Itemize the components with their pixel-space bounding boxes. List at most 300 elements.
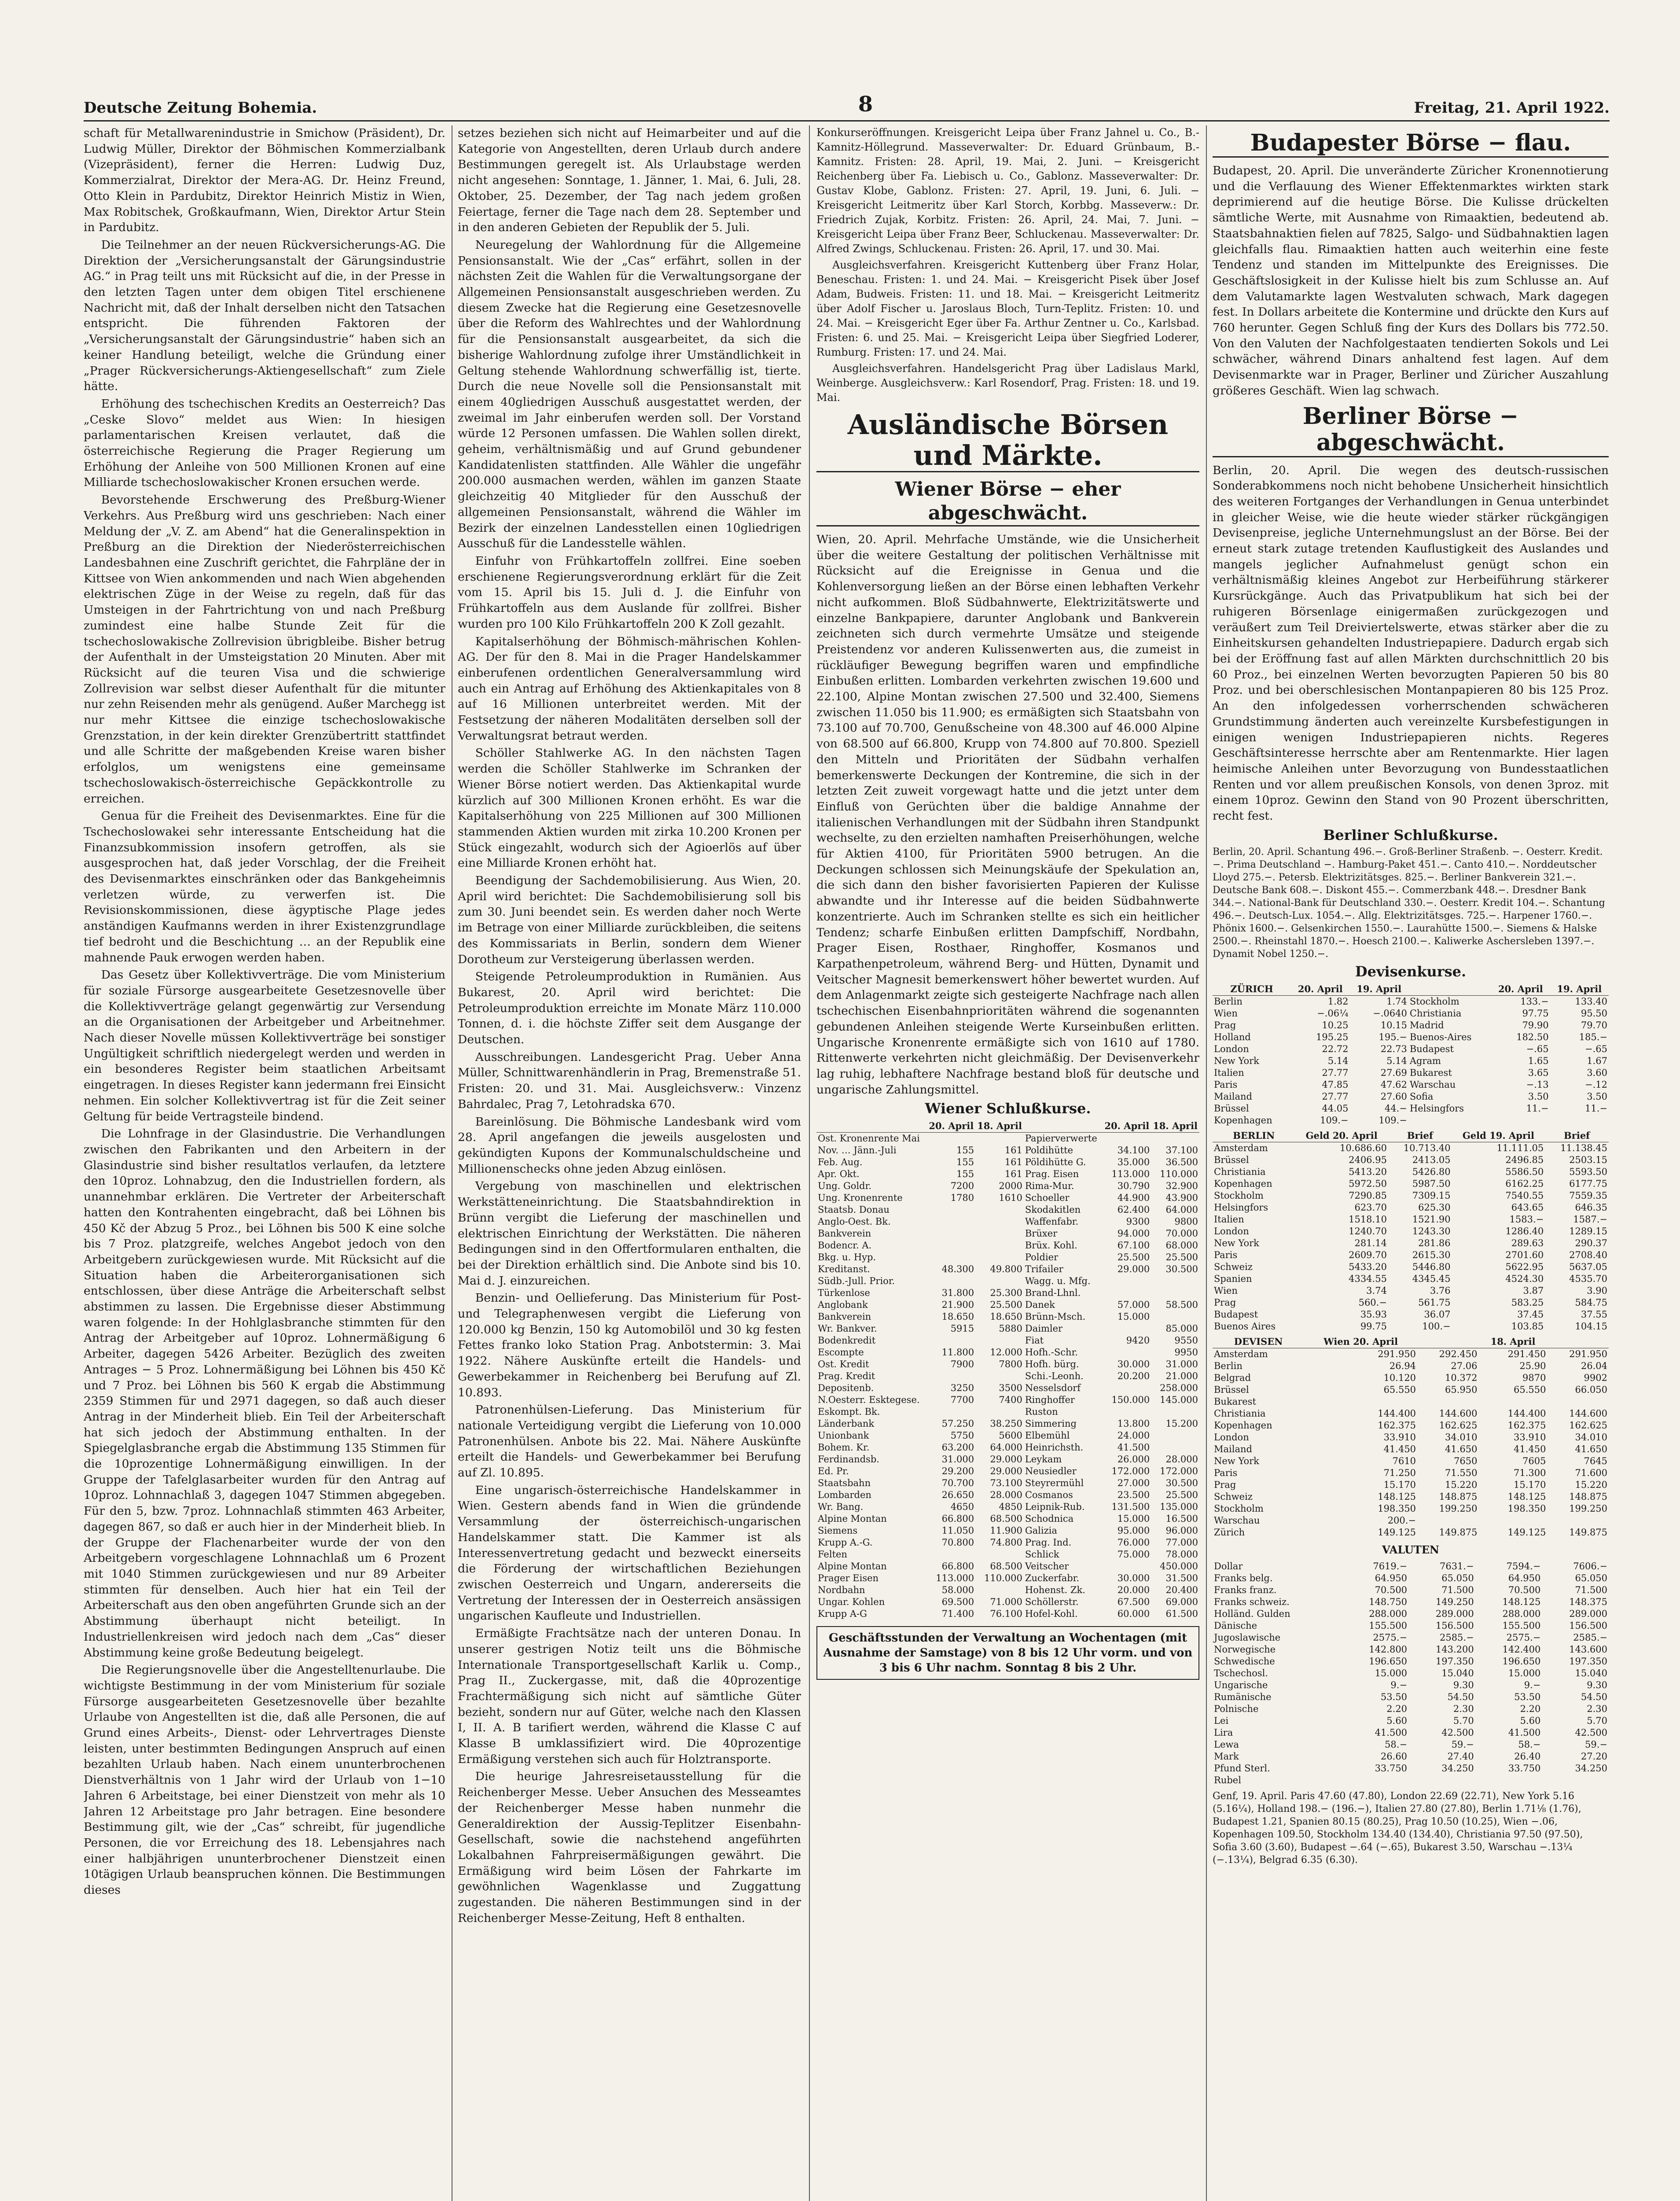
table-cell: 70.700 — [941, 1478, 974, 1489]
table-cell: 7290.85 — [1349, 1190, 1387, 1201]
table-cell — [1408, 1115, 1491, 1126]
table-row — [816, 1133, 1199, 1145]
table-row — [1213, 1321, 1609, 1332]
table-cell: 149.250 — [1435, 1596, 1474, 1607]
table-cell: Neusiedler — [1025, 1466, 1077, 1477]
table-row — [816, 1489, 1199, 1501]
table-cell: 68.000 — [1165, 1240, 1198, 1251]
table-row — [816, 1608, 1199, 1620]
table-cell: Depositenb. — [818, 1383, 874, 1394]
table-cell: 2701.60 — [1505, 1250, 1544, 1261]
table-cell: Madrid — [1409, 1020, 1444, 1031]
table-header-cell: Brief — [1388, 1129, 1452, 1142]
table-cell: 7200 — [950, 1181, 974, 1192]
table-cell: 9.− — [1390, 1679, 1408, 1690]
table-header-cell — [1408, 983, 1491, 996]
table-cell — [927, 1204, 975, 1216]
table-cell: Türkenlose — [818, 1288, 870, 1299]
table-cell — [1151, 1275, 1199, 1287]
table-row — [1213, 1249, 1609, 1261]
table-cell: 44.− — [1384, 1103, 1407, 1114]
table-cell — [927, 1133, 975, 1145]
table-cell: 59.− — [1451, 1739, 1474, 1750]
table-row — [816, 1204, 1199, 1216]
table-cell: Italien — [1214, 1214, 1244, 1225]
table-row — [816, 1251, 1199, 1263]
table-cell: Buenos-Aires — [1409, 1032, 1472, 1043]
table-cell: 41.450 — [1383, 1444, 1416, 1455]
table-cell: 25.500 — [990, 1299, 1022, 1310]
table-cell: Nov. … Jänn.-Juli — [818, 1145, 897, 1156]
table-cell — [927, 1240, 975, 1251]
table-cell: 149.875 — [1569, 1527, 1607, 1538]
table-cell: 3.50 — [1587, 1091, 1607, 1102]
table-cell: Christiania — [1409, 1008, 1462, 1019]
table-cell: 200.− — [1387, 1515, 1416, 1526]
table-cell: 25.300 — [990, 1288, 1022, 1299]
table-cell: 33.750 — [1375, 1763, 1408, 1774]
table-cell: 4850 — [999, 1502, 1022, 1513]
table-cell: 28.000 — [1165, 1454, 1198, 1465]
table-cell: 5.14 — [1327, 1056, 1349, 1067]
table-cell: Brüxer — [1025, 1228, 1058, 1239]
table-cell: Prager Eisen — [818, 1573, 879, 1584]
table-cell: 79.70 — [1581, 1020, 1607, 1031]
table-cell: 1.67 — [1587, 1056, 1607, 1067]
table-cell: Budapest — [1214, 1309, 1258, 1320]
table-row — [1213, 1166, 1609, 1178]
table-cell: 47.62 — [1380, 1079, 1407, 1090]
issue-date: Freitag, 21. April 1922. — [1414, 99, 1610, 117]
table-cell: 5637.05 — [1569, 1262, 1607, 1273]
table-cell: 1583.− — [1509, 1214, 1544, 1225]
table-cell: 5750 — [950, 1430, 974, 1441]
table-row — [1213, 1202, 1609, 1214]
table-cell — [1103, 1323, 1151, 1335]
table-cell: Nesselsdorf — [1025, 1383, 1081, 1394]
table-cell: Ringhoffer — [1025, 1395, 1075, 1406]
table-row — [1213, 1285, 1609, 1297]
table-cell: 2.30 — [1453, 1703, 1474, 1714]
table-row — [816, 1275, 1199, 1287]
table-cell: Lira — [1214, 1727, 1233, 1738]
table-cell — [1151, 1442, 1199, 1454]
table-cell: 67.100 — [1117, 1240, 1150, 1251]
table-cell: 7606.− — [1573, 1561, 1607, 1572]
table-row — [816, 1454, 1199, 1465]
table-cell: Apr. Okt. — [818, 1169, 860, 1180]
table-cell: 182.50 — [1516, 1032, 1549, 1043]
table-cell: 5880 — [999, 1323, 1022, 1334]
table-row — [816, 1299, 1199, 1311]
table-row — [816, 1156, 1199, 1168]
table-row — [1213, 1467, 1609, 1479]
table-cell: 7605 — [1522, 1456, 1546, 1467]
table-cell: 5915 — [950, 1323, 974, 1334]
table-cell: 29.000 — [990, 1454, 1022, 1465]
table-cell: Leykam — [1025, 1454, 1062, 1465]
table-cell: 27.40 — [1447, 1751, 1474, 1762]
berlin-devisen-table — [1213, 1129, 1609, 1332]
table-cell: 133.40 — [1575, 996, 1607, 1007]
table-row — [1213, 1491, 1609, 1503]
table-cell: 66.800 — [941, 1513, 974, 1524]
table-row — [1213, 1667, 1609, 1679]
table-cell: 3.90 — [1587, 1285, 1607, 1296]
table-cell: 70.800 — [941, 1537, 974, 1548]
table-cell: Ung. Kronenrente — [818, 1193, 903, 1204]
table-cell — [1103, 1561, 1151, 1572]
article-paragraph: Ausschreibungen. Landesgericht Prag. Ueber Anna Müller, Schnittwarenhändlerin in Prag, Bremenstraße 51. Fristen: 20. und 31. Mai. Ausgleichsverw.: Vinzenz Bahrdalec, Prag 7, Letohradska 670. — [458, 1050, 801, 1111]
table-row — [816, 1525, 1199, 1537]
table-cell: Holland — [1214, 1032, 1251, 1043]
table-header-cell — [1417, 1335, 1478, 1348]
table-cell: Mark — [1214, 1751, 1239, 1762]
table-cell: −.0640 — [1373, 1008, 1407, 1019]
table-row — [1213, 1360, 1609, 1372]
table-cell: Steyrermühl — [1025, 1478, 1084, 1489]
table-row — [1213, 1043, 1609, 1055]
table-cell: 22.72 — [1322, 1044, 1349, 1055]
table-row — [1213, 1584, 1609, 1596]
table-cell: 155 — [956, 1145, 974, 1156]
table-cell: 143.600 — [1569, 1644, 1607, 1655]
table-cell: 71.000 — [990, 1597, 1022, 1608]
table-row — [816, 1370, 1199, 1382]
table-cell: Heinrichsth. — [1025, 1442, 1084, 1453]
table-row — [1213, 1115, 1609, 1126]
table-cell: 289.000 — [1569, 1608, 1607, 1619]
table-cell — [975, 1370, 1024, 1382]
table-cell: Polnische — [1214, 1703, 1259, 1714]
table-cell: Belgrad — [1214, 1373, 1251, 1384]
table-cell: 289.63 — [1511, 1238, 1544, 1249]
table-cell — [1103, 1275, 1151, 1287]
genf-quotes-text: Genf, 19. April. Paris 47.60 (47.80), London 22.69 (22.71), New York 5.16 (5.16¼), Holland 198.− (196.−), Italien 27.80 (27.80), Berlin 1.71⅛ (1.76), Budapest 1.21, Spanien 80.15 (80.25), Prag 10.50 (10.25), Wien −.06, Kopenhagen 109.50, Stockholm 134.40 (134.40), Christiania 97.50 (97.50), Sofia 3.60 (3.60), Budapest −.64 (−.65), Bukarest 3.50, Warschau −.13¼ (−.13¼), Belgrad 6.35 (6.30). — [1213, 1790, 1583, 1866]
table-cell: 9.− — [1524, 1679, 1541, 1690]
table-row — [816, 1192, 1199, 1204]
table-cell: Helsingfors — [1214, 1202, 1268, 1213]
table-cell: 149.875 — [1439, 1527, 1478, 1538]
table-cell: 156.500 — [1569, 1620, 1607, 1631]
table-cell: 9300 — [1126, 1216, 1150, 1227]
table-cell: 10.25 — [1322, 1020, 1349, 1031]
table-cell: Zuckerfabr. — [1025, 1573, 1080, 1584]
table-cell: 25.500 — [1165, 1490, 1198, 1501]
table-row — [1213, 1190, 1609, 1202]
table-cell: 60.000 — [1117, 1608, 1150, 1619]
article-paragraph: Bevorstehende Erschwerung des Preßburg-Wiener Verkehrs. Aus Preßburg wird uns geschrieben: Nach einer Meldung der „V. Z. am Abend“ hat die Generalinspektion in Preßburg an die Direktion der Niederösterreichischen Landesbahnen eine Zuschrift gerichtet, die Fahrpläne der in Kittsee von Wien ankommenden und nach Wien abgehenden elektrischen Züge in der Weise zu regeln, daß für das Umsteigen in der Fahrtrichtung von und nach Preßburg zumindest eine halbe Stunde Zeit für die tschechoslowakische Zollrevision übrigbleibe. Bisher betrug der Aufenthalt in der Umsteigstation 20 Minuten. Aber mit Rücksicht auf die teuren Visa und die schwierige Zollrevision war selbst dieser Aufenthalt für die mitunter nur zehn Reisenden mehr als genügend. Außer Marchegg ist nur mehr Kittsee die einzige tschechoslowakische Grenzstation, in der kein direkter Grenzübertritt stattfindet und alle Schritte der maßgebenden Kreise waren bisher erfolglos, um wenigstens eine gemeinsame tschechoslowakisch-österreichische Gepäckkontrolle zu erreichen. — [84, 493, 445, 806]
table-cell: London — [1214, 1044, 1249, 1055]
table-cell: 643.65 — [1511, 1202, 1544, 1213]
table-row — [1213, 1432, 1609, 1443]
table-cell: 15.000 — [1117, 1513, 1150, 1524]
table-cell: 9.30 — [1587, 1679, 1607, 1690]
table-cell: Ost. Kredit — [818, 1359, 869, 1370]
table-cell: 76.000 — [1117, 1537, 1150, 1548]
table-cell — [975, 1549, 1024, 1561]
table-cell: 148.125 — [1502, 1596, 1541, 1607]
table-header-cell: 19. April — [1349, 983, 1408, 996]
wiener-boerse-text: Wien, 20. April. Mehrfache Umstände, wie die Unsicherheit über die weitere Gestaltung der politischen Verhältnisse mit Rücksicht auf die Ereignisse in Genua und die Kohlenversorgung ließen an der Börse einen lebhaften Verkehr nicht aufkommen. Bloß Südbahnwerte, Elektrizitätswerte und einzelne Bankpapiere, darunter Anglobank und Bankverein zeichneten sich durch vermehrte Umsätze und steigende Preistendenz vor anderen Kulissenwerten aus, die zumeist in rückläufiger Bewegung begriffen waren und empfindliche Einbußen erlitten. Lombarden verkehrten zwischen 19.600 und 22.100, Alpine Montan zwischen 27.500 und 32.400, Siemens zwischen 11.050 bis 11.900; es ermäßigten sich Staatsbahn von 73.100 auf 70.700, Genußscheine von 48.300 auf 46.000 Alpine von 68.500 auf 66.800, Krupp von 74.800 auf 70.800. Speziell den Mitteln und Prioritäten der Südbahn verhalfen bemerkenswerte Deckungen der Kontremine, die sich in der letzten Zeit zuweit vorgewagt hatte und die jetzt unter dem Einfluß von Gerüchten über die baldige Annahme der italienischen Verhandlungen mit der Südbahn ihren Standpunkt wechselte, zu den erzielten namhaften Preiserhöhungen, welche für Aktien 4100, für Prioritäten 5900 betrugen. An die Deckungen schlossen sich Meinungskäufe der Spekulation an, die sich dann den bisher favorisierten Papieren der Kulisse abwandte und ihr Interesse auf die beiden Südbahnwerte konzentrierte. Auch im Schranken stellte es sich ein heitlicher Tendenz; scharfe Einbußen erlitten Dampfschiff, Nordbahn, Prager Eisen, Rosthaer, Ringhoffer, Kosmanos und Karpathenpetroleum, während Berg- und Hütten, Dynamit und Veitscher Magnesit bemerkenswert höher bewertet wurden. Auf dem Anlagenmarkt zeigte sich gesteigerte Nachfrage nach allen tschechischen Eisenbahnprioritäten während die sogenannten gebundenen Anleihen steigende Werte Kurseinbußen erlitten. Ungarische Kronenrente ermäßigte sich von 1610 auf 1780. Rittenwerte verkehrten nicht gleichmäßig. Der Devisenverkehr lag ruhig, lebhaftere Nachfrage bestand bloß für deutsche und ungarische Zahlungsmittel. — [816, 533, 1199, 1097]
table-cell: Spanien — [1214, 1273, 1252, 1285]
article-paragraph: Patronenhülsen-Lieferung. Das Ministerium für nationale Verteidigung vergibt die Lieferung von 10.000 Patronenhülsen. Anbote bis 22. Mai. Nähere Auskünfte erteilt die Handels- und Gewerbekammer bei Berufung auf Zl. 10.895. — [458, 1403, 801, 1480]
table-cell — [927, 1251, 975, 1263]
table-row — [816, 1382, 1199, 1394]
table-cell: 5.60 — [1386, 1715, 1408, 1726]
table-row — [1213, 1020, 1609, 1031]
table-cell: 5.70 — [1453, 1715, 1474, 1726]
table-cell: 79.90 — [1522, 1020, 1549, 1031]
table-cell: 11.138.45 — [1560, 1143, 1607, 1154]
table-row — [1213, 1309, 1609, 1321]
table-cell: 29.000 — [1117, 1264, 1150, 1275]
table-cell: 58.000 — [941, 1585, 974, 1596]
table-row — [816, 1311, 1199, 1323]
table-cell: 110.000 — [1160, 1169, 1198, 1180]
table-cell: 25.500 — [1165, 1252, 1198, 1263]
table-cell: 5413.20 — [1349, 1167, 1387, 1178]
table-cell: Schoeller — [1025, 1193, 1070, 1204]
table-cell: 26.40 — [1514, 1751, 1541, 1762]
table-cell: 197.350 — [1435, 1656, 1474, 1667]
table-row — [1213, 1644, 1609, 1656]
column-3 — [816, 125, 1199, 1680]
table-cell: 41.650 — [1575, 1444, 1607, 1455]
table-cell: 30.500 — [1165, 1478, 1198, 1489]
table-cell: 281.14 — [1354, 1238, 1387, 1249]
table-cell — [1548, 1396, 1609, 1408]
table-cell: 104.15 — [1575, 1321, 1607, 1332]
budapest-boerse-title: Budapester Börse − flau. — [1213, 130, 1609, 158]
table-row — [816, 1145, 1199, 1156]
table-cell: 5.14 — [1386, 1056, 1407, 1067]
table-cell: Prag — [1214, 1480, 1236, 1491]
table-cell: 156.500 — [1435, 1620, 1474, 1631]
wiener-boerse-title: Wiener Börse − eher abgeschwächt. — [816, 478, 1199, 526]
table-cell — [1304, 1396, 1417, 1408]
table-cell: Hohenst. Zk. — [1025, 1585, 1085, 1596]
table-cell: 3.60 — [1587, 1067, 1607, 1078]
table-cell: 1518.10 — [1349, 1214, 1387, 1225]
table-cell: 37.100 — [1165, 1145, 1198, 1156]
table-cell: Länderbank — [818, 1418, 875, 1429]
table-cell: 196.650 — [1502, 1656, 1541, 1667]
table-cell: 162.375 — [1507, 1420, 1546, 1431]
table-row — [816, 1465, 1199, 1477]
table-header-cell — [816, 1119, 927, 1133]
table-cell: 78.000 — [1165, 1549, 1198, 1560]
table-cell: 73.100 — [990, 1478, 1022, 1489]
table-cell: 2496.85 — [1505, 1155, 1544, 1166]
article-paragraph: Genua für die Freiheit des Devisenmarktes. Eine für die Tschechoslowakei sehr interessante Entscheidung hat die Finanzsubkommission insofern getroffen, als sie ausgesprochen hat, daß jeder Vorschlag, der die Freiheit des Devisenmarktes einschränken oder das Bankgeheimnis verletzen würde, zu verwerfen ist. Die Revisionskommissionen, diese ägyptische Plage jedes anständigen Kaufmanns werden in ihrer Existenzgrundlage tief bedroht und die Beschichtung … an der Republik eine mahnende Pauk erwogen werden haben. — [84, 809, 445, 964]
table-header-cell: Geld 19. April — [1452, 1129, 1545, 1142]
table-cell: 7900 — [950, 1359, 974, 1370]
table-row — [816, 1501, 1199, 1513]
table-cell: 5.60 — [1520, 1715, 1541, 1726]
table-cell: 30.000 — [1117, 1359, 1150, 1370]
table-row — [816, 1358, 1199, 1370]
table-header-cell — [1024, 1119, 1103, 1133]
table-cell: Anglo-Oest. Bk. — [818, 1216, 891, 1227]
table-cell: Mailand — [1214, 1091, 1252, 1102]
table-cell: Anglobank — [818, 1299, 868, 1310]
table-cell: 148.125 — [1507, 1491, 1546, 1502]
table-cell: Hofh.-Schr. — [1025, 1347, 1078, 1358]
table-cell: 95.000 — [1117, 1525, 1150, 1536]
table-row — [1213, 1561, 1609, 1572]
table-row — [816, 1263, 1199, 1275]
table-row — [1213, 1443, 1609, 1455]
table-cell: Feb. Aug. — [818, 1157, 863, 1168]
table-cell: Fiat — [1025, 1335, 1044, 1346]
table-cell: 65.050 — [1575, 1572, 1607, 1583]
table-cell: Kreditanst. — [818, 1264, 870, 1275]
table-cell: 10.372 — [1445, 1373, 1478, 1384]
table-cell: 76.100 — [990, 1608, 1022, 1619]
table-cell: 44.900 — [1117, 1193, 1150, 1204]
article-paragraph: Vergebung von maschinellen und elektrischen Werkstätteneinrichtung. Die Staatsbahndirektion in Brünn vergibt die Lieferung der maschinellen und elektrischen Einrichtung der Werkstätten. Die näheren Bedingungen sind in den Offertformularen enthalten, die bei der Direktion erhältlich sind. Die Anbote sind bis 10. Mai d. J. einzureichen. — [458, 1179, 801, 1288]
table-cell: 4650 — [950, 1502, 974, 1513]
table-cell: 148.875 — [1569, 1491, 1607, 1502]
table-row — [816, 1549, 1199, 1561]
table-cell: 195.− — [1379, 1032, 1407, 1043]
table-row — [1213, 1008, 1609, 1020]
page-header — [84, 90, 1610, 121]
table-cell: Tschechosl. — [1214, 1667, 1268, 1678]
table-cell: Lewa — [1214, 1739, 1239, 1750]
table-cell: 623.70 — [1354, 1202, 1387, 1213]
table-cell: Ost. Kronenrente Mai — [818, 1133, 920, 1144]
table-cell: 26.04 — [1581, 1361, 1607, 1372]
table-row — [1213, 1596, 1609, 1608]
table-cell: 96.000 — [1165, 1525, 1198, 1536]
table-cell: Brünn-Msch. — [1025, 1311, 1086, 1322]
table-cell: 13.800 — [1117, 1418, 1150, 1429]
table-cell: 37.45 — [1517, 1309, 1544, 1320]
table-cell: Franks schweiz. — [1214, 1596, 1290, 1607]
table-cell: London — [1214, 1432, 1249, 1443]
table-cell: 103.85 — [1511, 1321, 1544, 1332]
table-cell: −.65 — [1585, 1044, 1607, 1055]
table-cell: Paris — [1214, 1079, 1238, 1090]
table-cell — [927, 1216, 975, 1228]
table-cell: 7400 — [999, 1395, 1022, 1406]
column-4 — [1213, 125, 1609, 1868]
table-cell: 198.350 — [1378, 1503, 1416, 1514]
table-cell: 133.− — [1520, 996, 1549, 1007]
table-row — [816, 1430, 1199, 1442]
table-cell: 65.550 — [1514, 1384, 1546, 1395]
table-cell: Ruston — [1025, 1406, 1058, 1417]
article-paragraph: Bareinlösung. Die Böhmische Landesbank wird vom 28. April angefangen die jeweils ausgelosten und gekündigten Kupons der Kommunalschuldscheine und Millionenschecks ohne jeden Abzug einlösen. — [458, 1115, 801, 1176]
table-cell: Rumänische — [1214, 1691, 1272, 1702]
table-row — [1213, 1408, 1609, 1420]
table-cell: Holländ. Gulden — [1214, 1608, 1290, 1619]
table-cell: 10.686.60 — [1340, 1143, 1387, 1154]
table-cell: Ungar. Kohlen — [818, 1597, 885, 1608]
table-cell: Brand-Lhnl. — [1025, 1288, 1081, 1299]
table-cell: 95.50 — [1581, 1008, 1607, 1019]
table-cell: 68.500 — [990, 1561, 1022, 1572]
table-cell: Veitscher — [1025, 1561, 1069, 1572]
table-cell: Wien — [1214, 1008, 1238, 1019]
table-cell: 35.000 — [1117, 1157, 1150, 1168]
article-paragraph: Erhöhung des tschechischen Kredits an Oesterreich? Das „Ceske Slovo“ meldet aus Wien: In hiesigen parlamentarischen Kreisen verlautet, daß die österreichische Regierung die Prager Regierung um Erhöhung der Anleihe von 500 Millionen Kronen auf eine Milliarde tschechoslowakischer Kronen ersuchen werde. — [84, 397, 445, 490]
table-cell: 10.120 — [1383, 1373, 1416, 1384]
table-cell: 195.25 — [1316, 1032, 1349, 1043]
table-cell — [1103, 1347, 1151, 1358]
notice-ausgleich-prag: Ausgleichsverfahren. Handelsgericht Prag über Ladislaus Markl, Weinberge. Ausgleichsverw.: Karl Rosendorf, Prag. Fristen: 18. und 19. Mai. — [816, 362, 1199, 404]
table-cell: 30.790 — [1117, 1181, 1150, 1192]
table-cell: 148.750 — [1369, 1596, 1408, 1607]
table-cell — [975, 1335, 1024, 1347]
table-cell: Escompte — [818, 1347, 864, 1358]
table-cell: 27.77 — [1322, 1091, 1349, 1102]
table-cell: 18.650 — [941, 1311, 974, 1322]
table-cell: 148.125 — [1378, 1491, 1416, 1502]
table-cell: 292.450 — [1439, 1349, 1478, 1360]
table-cell: Papierverwerte — [1025, 1133, 1097, 1144]
table-cell: 27.000 — [1117, 1478, 1150, 1489]
table-cell: 34.100 — [1117, 1145, 1150, 1156]
table-cell: 71.300 — [1514, 1468, 1546, 1479]
table-row — [1213, 1503, 1609, 1515]
table-cell: 291.950 — [1378, 1349, 1416, 1360]
table-row — [1213, 1214, 1609, 1226]
table-cell: 27.69 — [1380, 1067, 1407, 1078]
table-cell: Schweiz — [1214, 1262, 1253, 1273]
table-cell: 37.55 — [1581, 1309, 1607, 1320]
table-cell: 584.75 — [1575, 1297, 1607, 1308]
table-cell: 199.250 — [1569, 1503, 1607, 1514]
table-cell: −.06¼ — [1317, 1008, 1349, 1019]
table-cell: 172.000 — [1160, 1466, 1198, 1477]
table-cell: Ung. Goldr. — [818, 1181, 872, 1192]
table-cell: Warschau — [1409, 1079, 1456, 1090]
table-cell: 59.− — [1585, 1739, 1607, 1750]
table-cell: 70.000 — [1165, 1228, 1198, 1239]
table-cell: 48.300 — [941, 1264, 974, 1275]
table-cell: 2575.− — [1506, 1632, 1541, 1643]
table-cell: Prag — [1214, 1297, 1236, 1308]
table-row — [816, 1477, 1199, 1489]
table-cell: 9950 — [1174, 1347, 1198, 1358]
table-cell: Staatsb. Donau — [818, 1204, 890, 1215]
table-cell: 18.650 — [990, 1311, 1022, 1322]
table-cell: Bankverein — [818, 1228, 871, 1239]
table-row — [1213, 1715, 1609, 1727]
table-row — [816, 1572, 1199, 1584]
table-cell: 3.65 — [1528, 1067, 1549, 1078]
table-cell: 5972.50 — [1349, 1178, 1387, 1189]
table-row — [816, 1240, 1199, 1251]
table-cell: Poldihütte — [1025, 1145, 1073, 1156]
table-cell: 2000 — [999, 1181, 1022, 1192]
table-header-cell: 18. April — [1151, 1119, 1199, 1133]
table-cell: 70.500 — [1375, 1584, 1408, 1595]
table-cell: 64.000 — [990, 1442, 1022, 1453]
table-cell — [1479, 1515, 1548, 1527]
table-cell: 5433.20 — [1349, 1262, 1387, 1273]
table-cell: 145.000 — [1160, 1395, 1198, 1406]
table-cell: 66.050 — [1575, 1384, 1607, 1395]
table-row — [1213, 1031, 1609, 1043]
table-cell: 281.86 — [1418, 1238, 1451, 1249]
table-cell: 26.650 — [941, 1490, 974, 1501]
table-cell — [1475, 1774, 1542, 1786]
table-cell: 583.25 — [1511, 1297, 1544, 1308]
